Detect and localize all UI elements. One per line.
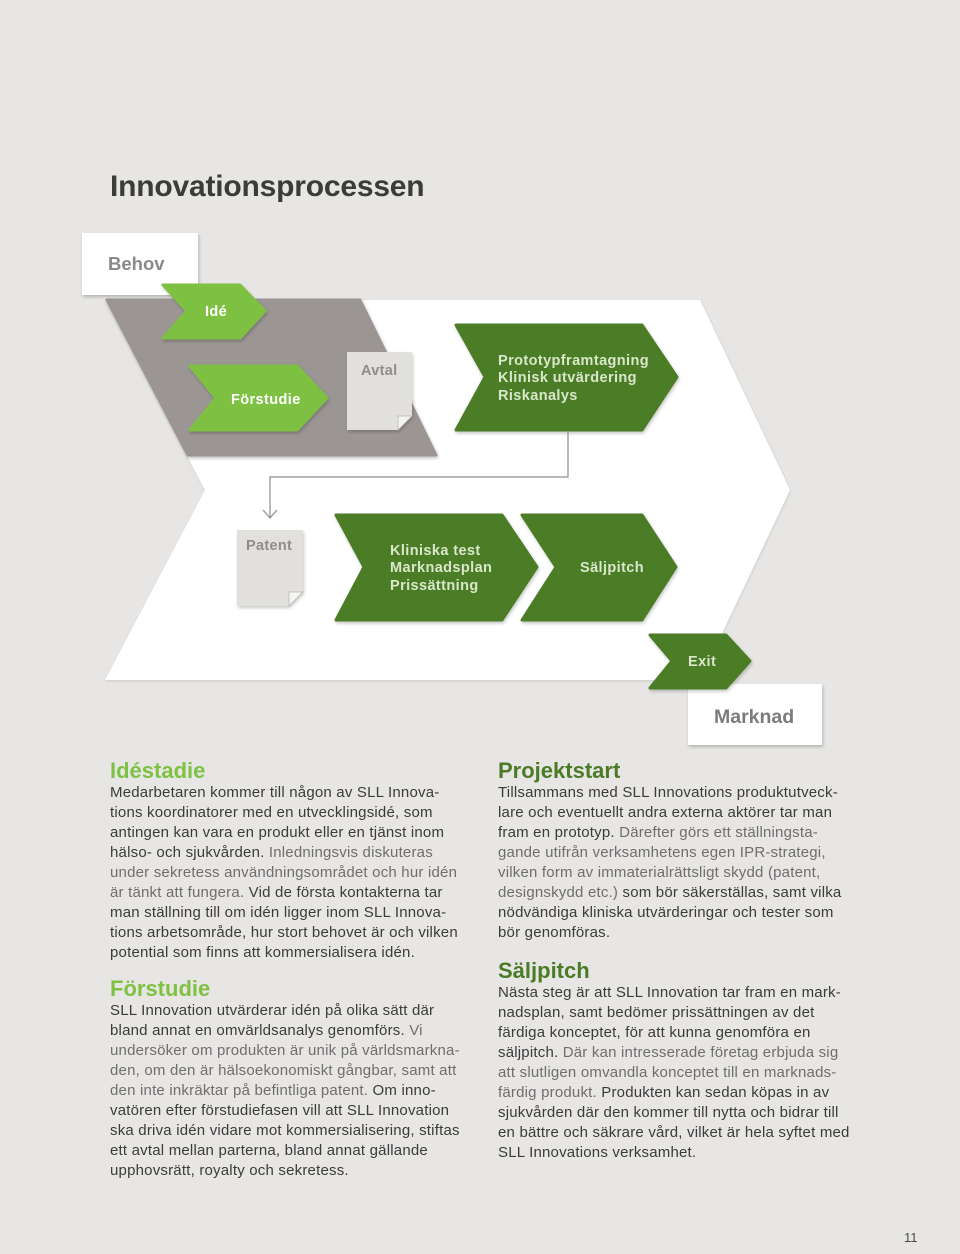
text-line [498,803,868,823]
section-heading: Förstudie [110,976,211,1001]
text-segment: som bör säkerställas, samt vilka [622,884,842,901]
marknad-label: Marknad [714,706,795,728]
text-segment: den, om den är hälsoekonomiskt gångbar, samt att [110,1062,457,1079]
section-projektstart [498,758,868,943]
behov-label: Behov [108,253,165,274]
avtal-document-icon [347,352,412,430]
section-heading: Projektstart [498,758,621,783]
forstudie-label: Förstudie [231,392,301,408]
text-segment: gande utifrån verksamhetens egen IPR-strategi, [498,844,826,861]
text-line [110,1001,480,1021]
text-segment: upphovsrätt, royalty och sekretess. [110,1162,349,1179]
text-segment: färdig produkt. [498,1084,602,1101]
text-line [498,983,868,1003]
text-segment: den inte inkräktar på befintliga patent. [110,1082,373,1099]
text-segment: man ställning till om idén ligger inom SLL Innova- [110,904,447,921]
text-line [498,923,868,943]
text-segment: vilken form av immaterialrättsligt skydd (patent, [498,864,821,881]
text-line [110,843,480,863]
patent-document-icon [237,530,303,606]
text-line [110,1021,480,1041]
text-segment: bör genomföras. [498,924,611,941]
text-line [110,783,480,803]
text-line [110,883,480,903]
text-line [110,1081,480,1101]
text-segment: Där kan intresserade företag erbjuda sig [562,1044,839,1061]
text-segment: färdiga konceptet, för att kunna genomföra en [498,1024,811,1041]
text-segment: potential som finns att kommersialisera idén. [110,944,415,961]
kliniska-label-2: Marknadsplan [390,560,493,576]
text-line [110,1061,480,1081]
prototyp-label-3: Riskanalys [498,388,578,404]
section-body [110,783,480,963]
text-segment: antingen kan vara en produkt eller en tjänst inom [110,824,445,841]
text-segment: Om inno- [372,1082,436,1099]
text-segment: Inledningsvis diskuteras [268,844,433,861]
text-segment: fram en prototyp. [498,824,620,841]
section-heading: Säljpitch [498,958,590,983]
text-line [498,1143,868,1163]
text-segment: ett avtal mellan parterna, bland annat gällande [110,1142,428,1159]
text-line [498,1043,868,1063]
text-segment: en bättre och säkrare vård, vilket är hela syftet med [498,1124,850,1141]
text-line [110,943,480,963]
section-saljpitch [498,958,868,1163]
text-segment: SLL Innovations verksamhet. [498,1144,697,1161]
text-line [110,1041,480,1061]
chevron-kliniska [336,515,537,620]
text-line [110,923,480,943]
text-line [110,1101,480,1121]
text-segment: sjukvården där den kommer till nytta och bidrar till [498,1104,839,1121]
text-line [498,843,868,863]
marknad-box [688,684,822,745]
kliniska-label-1: Kliniska test [390,543,481,559]
text-segment: att slutligen omvandla konceptet till en marknads- [498,1064,837,1081]
text-line [110,1141,480,1161]
text-segment: ska driva idén vidare mot kommersialisering, stiftas [110,1122,460,1139]
text-line [498,883,868,903]
text-segment: är tänkt att fungera. [110,884,249,901]
text-line [498,1023,868,1043]
text-segment: vatören efter förstudiefasen vill att SLL Innovation [110,1102,450,1119]
text-segment: säljpitch. [498,1044,563,1061]
text-segment: Nästa steg är att SLL Innovation tar fram en mark- [498,984,841,1001]
text-line [110,1121,480,1141]
text-segment: bland annat en omvärldsanalys genomförs. [110,1022,410,1039]
text-line [110,863,480,883]
text-segment: Vi [409,1022,423,1039]
text-segment: SLL Innovation utvärderar idén på olika sätt där [110,1002,435,1019]
kliniska-label-3: Prissättning [390,578,479,594]
saljpitch-label: Säljpitch [580,560,645,576]
text-segment: hälso- och sjukvården. [110,844,269,861]
text-segment: lare och eventuellt andra externa aktörer tar man [498,804,833,821]
text-segment: Medarbetaren kommer till någon av SLL Innova- [110,784,440,801]
text-line [498,863,868,883]
exit-label: Exit [688,654,717,670]
text-segment: Produkten kan sedan köpas in av [601,1084,830,1101]
section-ideastadie [110,758,480,963]
text-segment: Tillsammans med SLL Innovations produktutveck- [498,784,838,801]
chevron-prototyp [456,325,677,430]
text-line [110,1161,480,1181]
text-line [110,803,480,823]
text-line [498,903,868,923]
text-segment: under sekretess användningsområdet och hur idén [110,864,458,881]
patent-label: Patent [246,538,293,554]
text-segment: nödvändiga kliniska utvärderingar och tester som [498,904,834,921]
section-body [498,983,868,1163]
page-number: 11 [904,1230,918,1245]
section-forstudie [110,976,480,1181]
text-segment: Vid de första kontakterna tar [248,884,443,901]
text-line [498,1103,868,1123]
text-line [110,823,480,843]
section-heading: Idéstadie [110,758,206,783]
text-line [498,783,868,803]
text-segment: tions koordinatorer med en utvecklingsidé, som [110,804,433,821]
text-line [110,903,480,923]
text-segment: undersöker om produkten är unik på världsmarkna- [110,1042,460,1059]
avtal-label: Avtal [361,363,398,379]
text-line [498,1083,868,1103]
page-title: Innovationsprocessen [110,170,425,203]
ide-label: Idé [205,304,228,320]
text-line [498,1003,868,1023]
text-segment: tions arbetsområde, hur stort behovet är och vilken [110,924,458,941]
text-segment: designskydd etc.) [498,884,623,901]
prototyp-label-2: Klinisk utvärdering [498,370,637,386]
section-body [498,783,868,943]
text-line [498,1063,868,1083]
text-segment: Därefter görs ett ställningsta- [619,824,818,841]
section-body [110,1001,480,1181]
text-segment: nadsplan, samt bedömer prissättningen av det [498,1004,815,1021]
prototyp-label-1: Prototypframtagning [498,353,649,369]
text-line [498,823,868,843]
text-line [498,1123,868,1143]
